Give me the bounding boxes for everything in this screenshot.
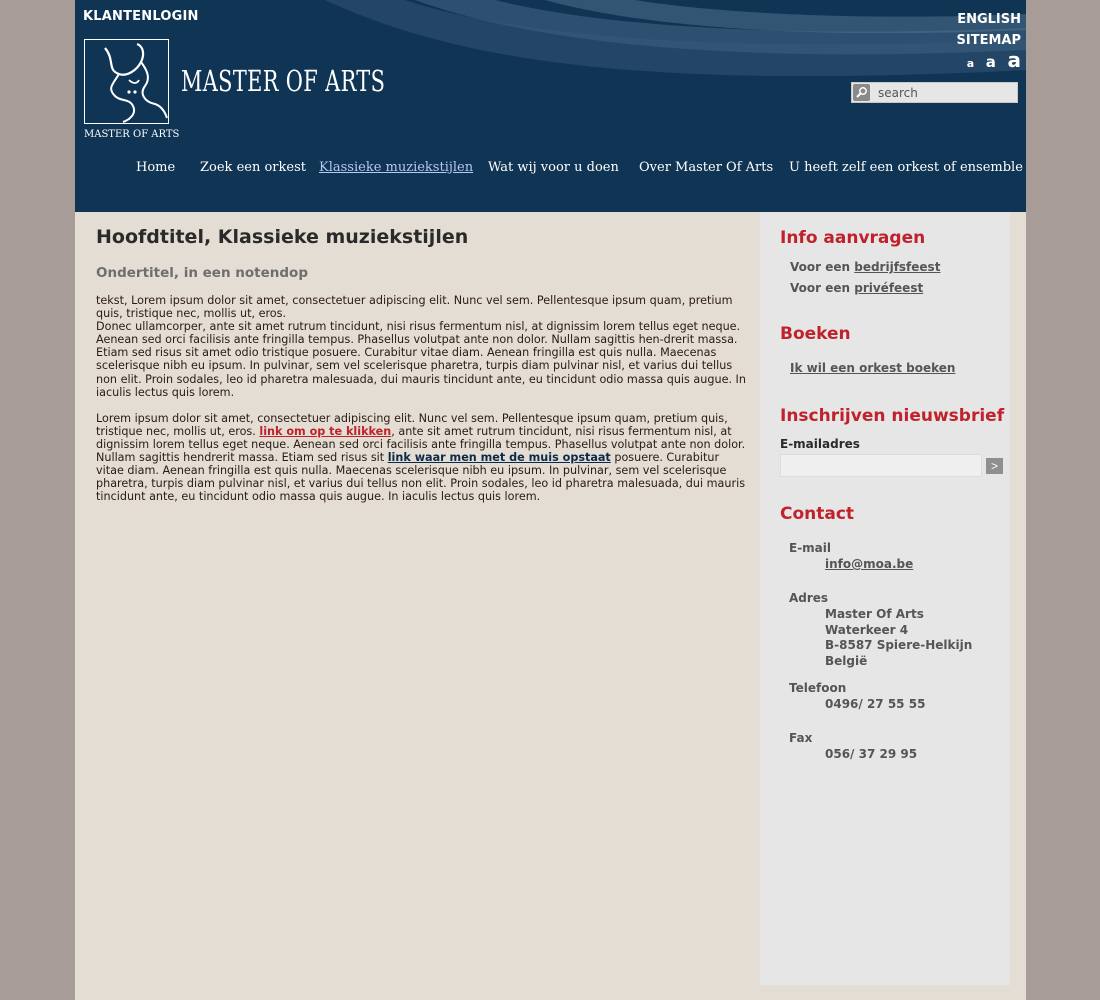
font-size-large-button[interactable]: a [1007, 48, 1021, 72]
contact-email-label: E-mail [789, 541, 832, 555]
header [75, 0, 1026, 212]
paragraph-2-text-c: posuere. Curabitur vitae diam. Aenean fringilla est quis nulla. Maecenas scelerisque nibh eu ipsum. In pulvinar, sem vel scelerisque pharetra, turpis diam pulvinar nisl, et varius dui tellus non elit. Proin sodales, leo id pharetra malesuada, dui mauris tincidunt ante, eu tincidunt odio massa quis augue. In iaculis lectus quis lorem. [96, 451, 746, 504]
contact-adres-line: Waterkeer 4 [825, 623, 909, 637]
paragraph-2-text-b: , ante sit amet rutrum tincidunt, nisi risus fermentum nisl, at dignissim lorem tellus eget neque. Aenean sed orci facilisis ante fringilla tempus. Phasellus volutpat ante non dolor. Nullam sagittis hendrerit massa. Etiam sed risus sit [96, 424, 746, 465]
font-size-medium-button[interactable]: a [985, 53, 996, 71]
contact-fax-label: Fax [789, 731, 813, 745]
search-box [851, 82, 1018, 103]
inline-link-hover[interactable]: link waar men met de muis opstaat [387, 451, 611, 465]
nav-item-zoek-een-orkest[interactable]: Zoek een orkest [200, 160, 306, 175]
contact-telefoon-value: 0496/ 27 55 55 [825, 697, 926, 711]
paragraph-2-text-a: Lorem ipsum dolor sit amet, consectetuer adipiscing elit. Nunc vel sem. Pellentesque ipsum quam, pretium quis, tristique nec, mollis ut, eros. [96, 411, 728, 438]
logo[interactable] [84, 39, 180, 145]
paragraph-1-intro: tekst, Lorem ipsum dolor sit amet, consectetuer adipiscing elit. Nunc vel sem. Pellentesque ipsum quam, pretium quis, tristique nec, mollis ut, eros. [96, 294, 733, 321]
nav-item-home[interactable]: Home [136, 160, 176, 175]
newsletter-submit-button[interactable]: > [986, 458, 1003, 474]
logo-emblem-icon [85, 40, 168, 123]
main-navigation [75, 160, 1026, 180]
contact-adres-line: B-8587 Spiere-Helkijn [825, 638, 973, 652]
paragraph-1 [96, 294, 746, 399]
boeken-row [790, 361, 955, 375]
orkest-boeken-link[interactable]: Ik wil een orkest boeken [790, 361, 956, 375]
main-content [96, 226, 746, 504]
klantenlogin-link[interactable]: KLANTENLOGIN [83, 9, 199, 24]
info-row-bedrijfsfeest [790, 260, 940, 274]
header-wave-divider [75, 190, 1026, 214]
page-title: Hoofdtitel, Klassieke muziekstijlen [96, 226, 469, 248]
nav-item-over-master-of-arts[interactable]: Over Master Of Arts [639, 160, 774, 175]
nav-item-eigen-orkest[interactable]: U heeft zelf een orkest of ensemble [789, 160, 1023, 175]
header-links [957, 9, 1021, 51]
info-prefix: Voor een [790, 281, 851, 295]
search-icon[interactable] [853, 84, 870, 101]
logo-wordmark[interactable]: MASTER OF ARTS [181, 64, 386, 98]
header-swoosh-decoration [75, 0, 1026, 212]
logo-small-text: MASTER OF ARTS [84, 129, 180, 140]
contact-fax-value: 056/ 37 29 95 [825, 747, 918, 761]
sidebar-heading-info: Info aanvragen [780, 228, 926, 248]
english-link[interactable]: ENGLISH [957, 12, 1021, 27]
contact-adres-line: Master Of Arts [825, 607, 924, 621]
email-field-label: E-mailadres [780, 437, 860, 451]
sitemap-link[interactable]: SITEMAP [956, 33, 1021, 48]
newsletter-email-field[interactable] [780, 454, 982, 477]
nav-item-klassieke-muziekstijlen[interactable]: Klassieke muziekstijlen [319, 160, 474, 175]
paragraph-2 [96, 412, 746, 504]
bedrijfsfeest-link[interactable]: bedrijfsfeest [854, 260, 941, 274]
contact-email-link[interactable]: info@moa.be [825, 557, 914, 571]
body-text [96, 294, 746, 503]
font-size-switcher [961, 48, 1021, 72]
info-row-privefeest [790, 281, 923, 295]
sidebar [760, 212, 1010, 985]
sidebar-heading-nieuwsbrief: Inschrijven nieuwsbrief [780, 406, 1005, 426]
privefeest-link[interactable]: privéfeest [854, 281, 924, 295]
logo-frame [84, 39, 169, 124]
page-subtitle: Ondertitel, in een notendop [96, 265, 308, 281]
inline-link-red[interactable]: link om op te klikken [259, 424, 392, 438]
contact-adres-label: Adres [789, 591, 829, 605]
sidebar-heading-contact: Contact [780, 504, 855, 524]
info-prefix: Voor een [790, 260, 851, 274]
contact-telefoon-label: Telefoon [789, 681, 847, 695]
font-size-small-button[interactable]: a [966, 57, 975, 70]
paragraph-1-body: Donec ullamcorper, ante sit amet rutrum tincidunt, nisi risus fermentum nisl, at dignissim lorem tellus eget neque. Aenean sed orci facilisis ante fringilla tempus. Phasellus volutpat ante non dolor. Nullam sagittis hen-drerit massa. Etiam sed risus sit amet odio tristique posuere. Curabitur vitae diam. Aenean fringilla est quis nulla. Maecenas scelerisque nibh eu ipsum. In pulvinar, sem vel scelerisque pharetra, turpis diam pulvinar nisl, et varius dui tellus non elit. Proin sodales, leo id pharetra malesuada, dui mauris tincidunt ante, eu tincidunt odio massa quis augue. In iaculis lectus quis lorem. [96, 320, 746, 399]
search-input[interactable] [878, 84, 1014, 101]
sidebar-heading-boeken: Boeken [780, 324, 851, 344]
page [75, 0, 1026, 1000]
contact-adres-line: België [825, 654, 868, 668]
nav-item-wat-wij-voor-u-doen[interactable]: Wat wij voor u doen [488, 160, 619, 175]
